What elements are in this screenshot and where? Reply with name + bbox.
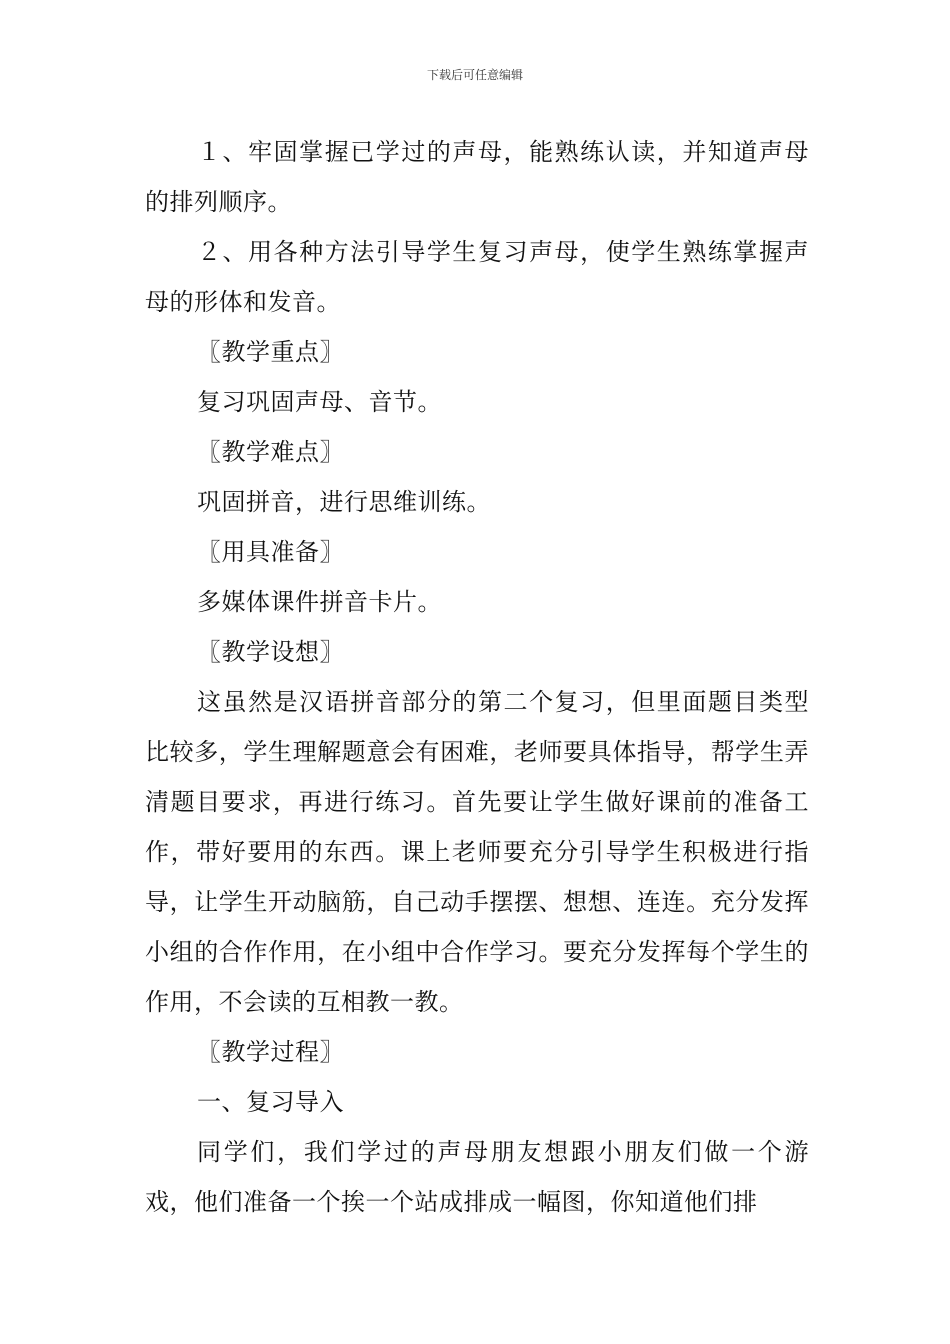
heading-teaching-idea: 〖教学设想〗 (197, 638, 344, 666)
heading-difficulties: 〖教学难点〗 (197, 438, 344, 466)
heading-teaching-process: 〖教学过程〗 (197, 1038, 344, 1066)
page-header: 下载后可任意编辑 (426, 68, 523, 82)
paragraph-review-intro: 同学们，我们学过的声母朋友想跟小朋友们做一个游戏，他们准备一个挨一个站成排成一幅图，你知道他们排 (145, 1138, 809, 1216)
heading-materials: 〖用具准备〗 (197, 538, 344, 566)
document-body (145, 127, 809, 1227)
paragraph-difficulties: 巩固拼音，进行思维训练。 (197, 488, 491, 516)
heading-review-intro: 一、复习导入 (197, 1088, 344, 1116)
paragraph-goal-2: ２、用各种方法引导学生复习声母，使学生熟练掌握声母的形体和发音。 (145, 238, 809, 316)
paragraph-materials: 多媒体课件拼音卡片。 (197, 588, 442, 616)
heading-key-points: 〖教学重点〗 (197, 338, 344, 366)
paragraph-key-points: 复习巩固声母、音节。 (197, 388, 442, 416)
paragraph-teaching-idea: 这虽然是汉语拼音部分的第二个复习，但里面题目类型比较多，学生理解题意会有困难，老师要具体指导，帮学生弄清题目要求，再进行练习。首先要让学生做好课前的准备工作，带好要用的东西。课上老师要充分引导学生积极进行指导，让学生开动脑筋，自己动手摆摆、想想、连连。充分发挥小组的合作作用，在小组中合作学习。要充分发挥每个学生的作用，不会读的互相教一教。 (145, 688, 809, 1016)
paragraph-goal-1: １、牢固掌握已学过的声母，能熟练认读，并知道声母的排列顺序。 (145, 138, 809, 216)
